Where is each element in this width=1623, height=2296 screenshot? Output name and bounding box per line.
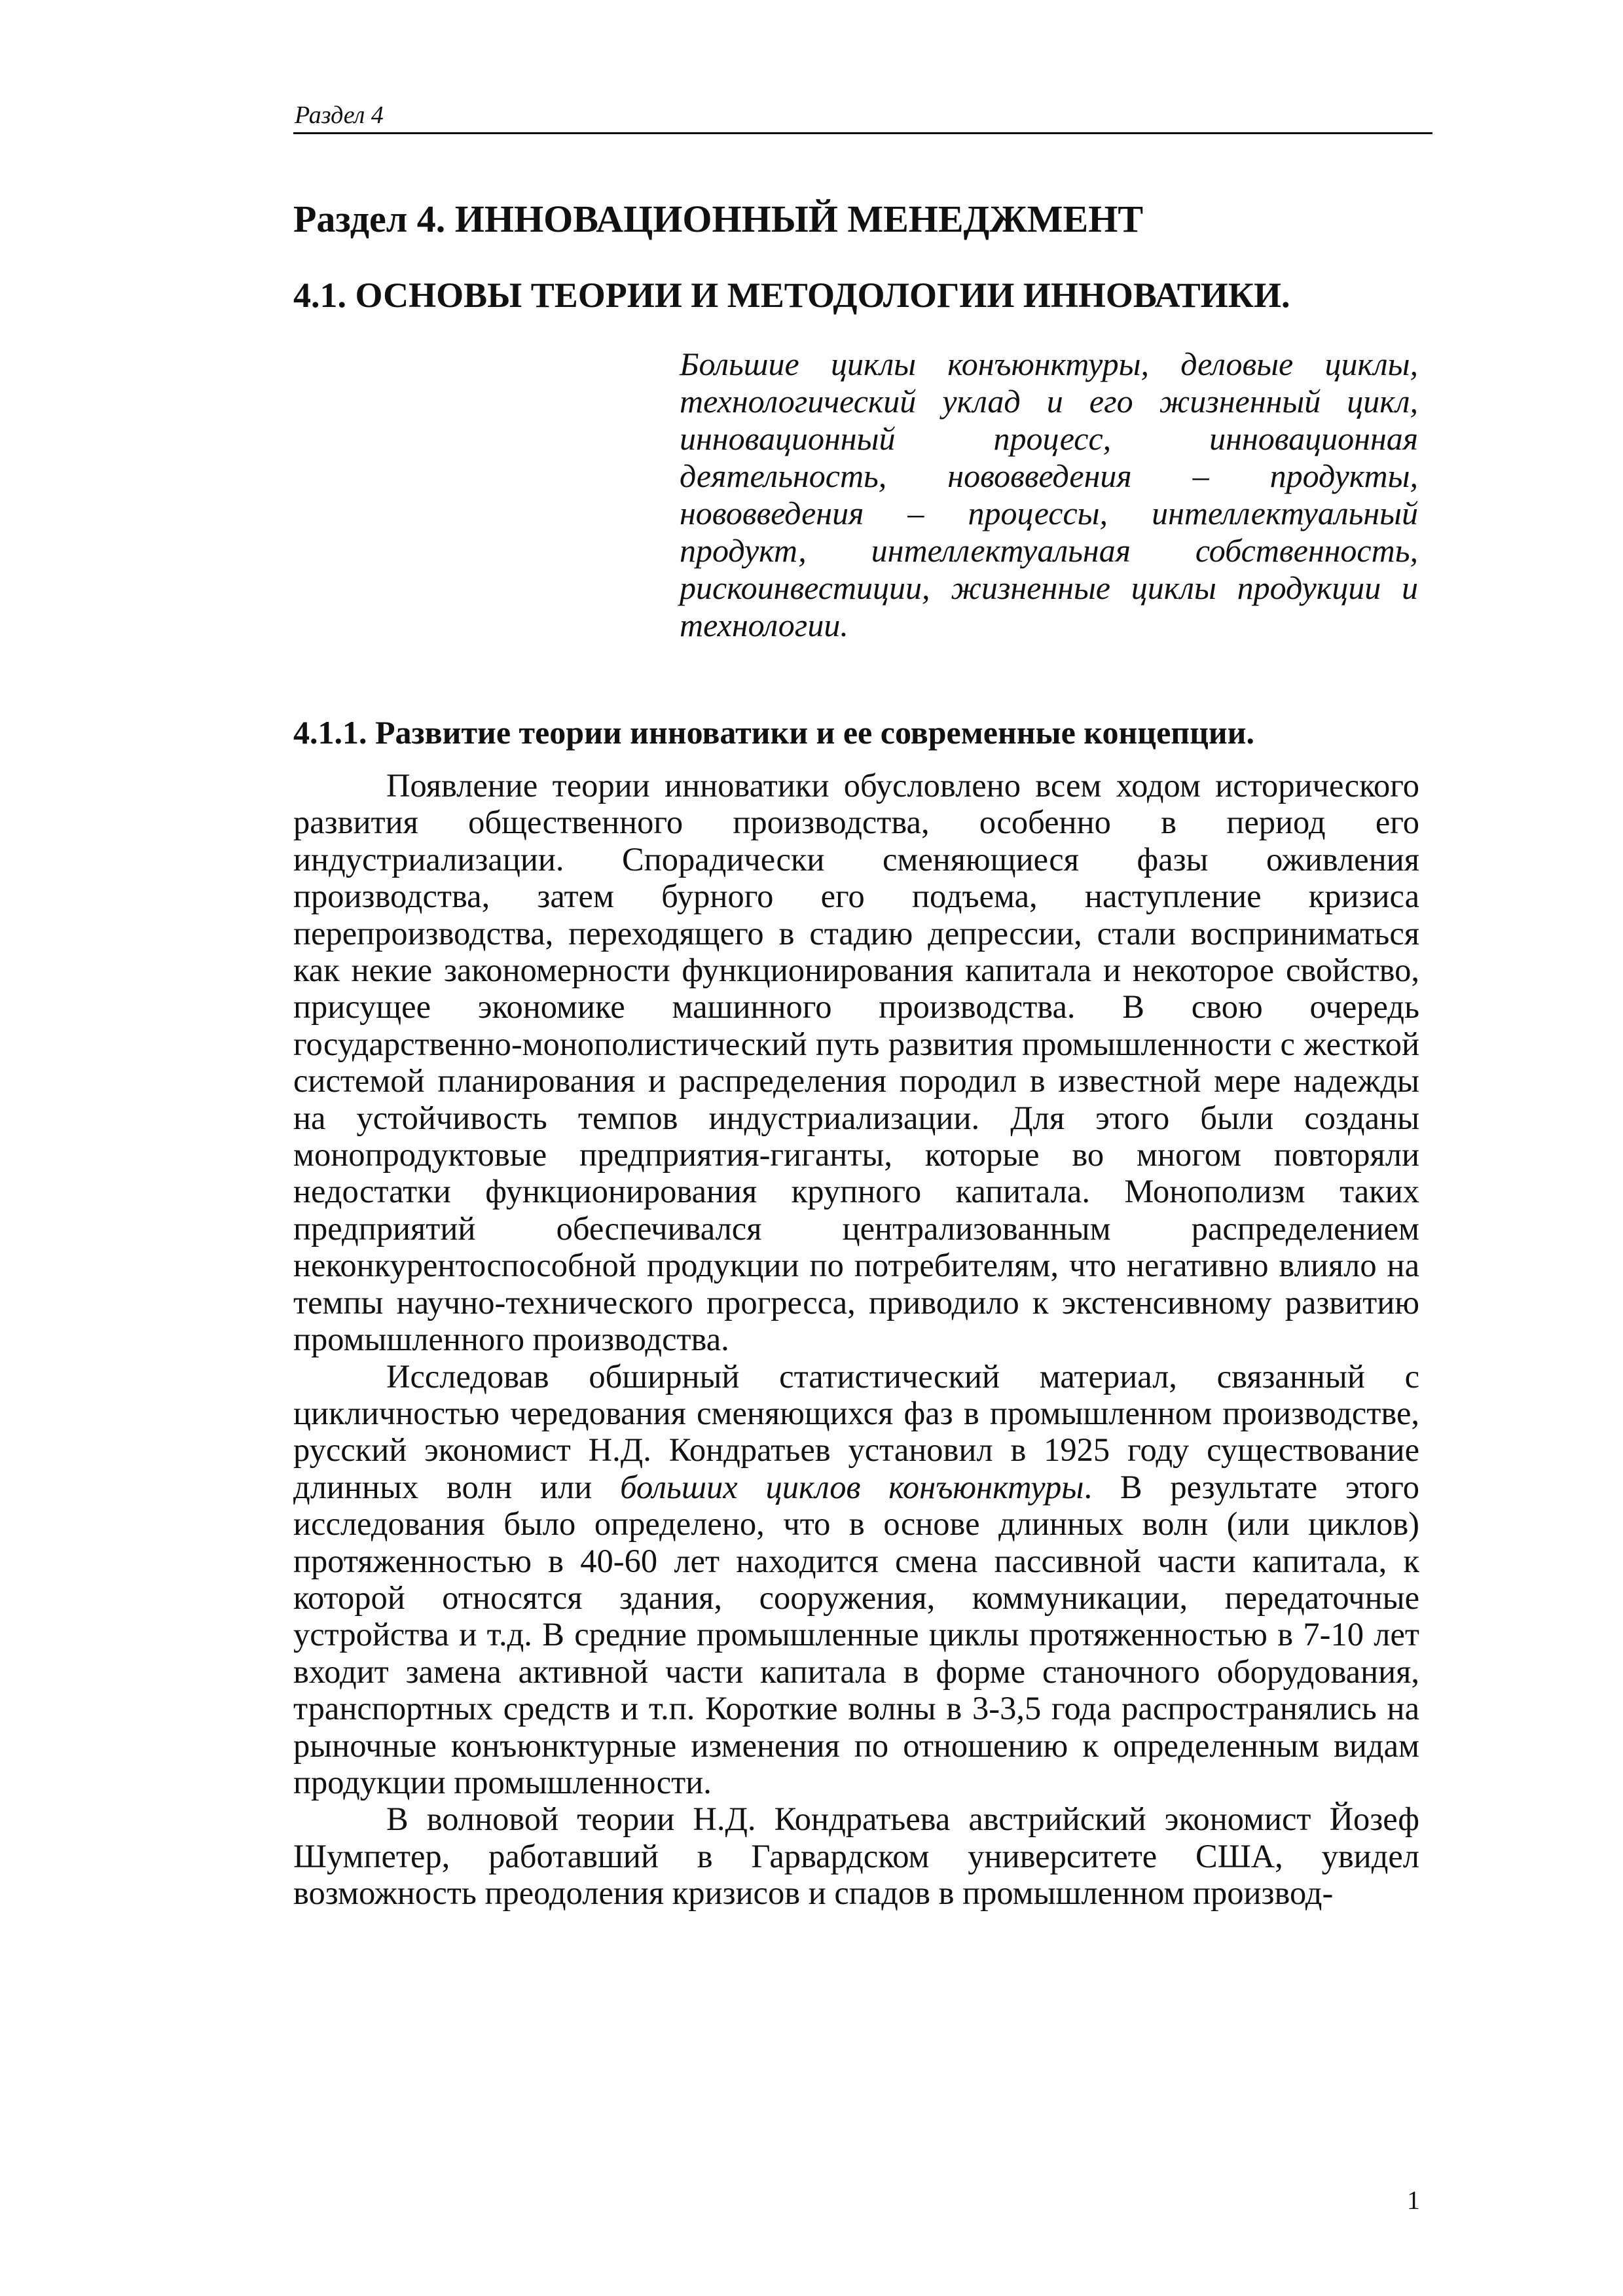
subsection-heading-4-1-1: 4.1.1. Развитие теории инноватики и ее современные концепции.	[293, 714, 1254, 751]
paragraph-1: Появление теории инноватики обусловлено всем ходом исторического развития общественного производства, особенно в период его индустриализации. Спорадически сменяющиеся фазы оживления производства, затем бурного его подъема, наступление кризиса перепроизводства, переходящего в стадию депрессии, стали восприниматься как некие закономерности функционирования капитала и некоторое свойство, присущее экономике машинного производства. В свою очередь государственно-монополистический путь развития промышленности с жесткой системой планирования и распределения породил в известной мере надежды на устойчивость темпов индустриализации. Для этого были созданы монопродуктовые предприятия-гиганты, которые во многом повторяли недостатки функционирования крупного капитала. Монополизм таких предприятий обеспечивался централизованным распределением неконкурентоспособной продукции по потребителям, что негативно влияло на темпы научно-технического прогресса, приводило к экстенсивному развитию промышленного производства.	[293, 767, 1419, 1358]
subsection-title: 4.1. ОСНОВЫ ТЕОРИИ И МЕТОДОЛОГИИ ИННОВАТИКИ.	[293, 276, 1290, 315]
paragraph-2	[293, 1358, 1419, 1801]
section-title: Раздел 4. ИННОВАЦИОННЫЙ МЕНЕДЖМЕНТ	[293, 198, 1144, 240]
keywords-epigraph: Большие циклы конъюнктуры, деловые циклы, технологический уклад и его жизненный цикл, инновационный процесс, инновационная деятельность, нововведения – продукты, нововведения – процессы, интеллектуальный продукт, интеллектуальная собственность, рискоинвестиции, жизненные циклы продукции и технологии.	[680, 346, 1418, 643]
paragraph-2-text-b: . В результате этого исследования было определено, что в основе длинных волн (или циклов) протяженностью в 40-60 лет находится смена пассивной части капитала, к которой относятся здания, сооружения, коммуникации, передаточные устройства и т.д. В средние промышленные циклы протяженностью в 7-10 лет входит замена активной части капитала в форме станочного оборудования, транспортных средств и т.п. Короткие волны в 3-3,5 года распространялись на рыночные конъюнктурные изменения по отношению к определенным видам продукции промышленности.	[293, 1468, 1419, 1801]
running-header	[293, 98, 1432, 134]
page-number: 1	[1407, 2185, 1420, 2215]
paragraph-2-text-a: Исследовав обширный статистический материал, связанный с цикличностью чередования сменяющихся фаз в промышленном производстве, русский экономист Н.Д. Кондратьев установил в 1925 году существование длинных волн или	[293, 1357, 1419, 1505]
paragraph-3: В волновой теории Н.Д. Кондратьева австрийский экономист Йозеф Шумпетер, работавший в Гарвардском университете США, увидел возможность преодоления кризисов и спадов в промышленном производ-	[293, 1801, 1419, 1912]
body-text	[293, 767, 1419, 1912]
running-header-text: Раздел 4	[295, 101, 384, 129]
paragraph-2-emphasis: больших циклов конъюнктуры	[620, 1468, 1084, 1505]
